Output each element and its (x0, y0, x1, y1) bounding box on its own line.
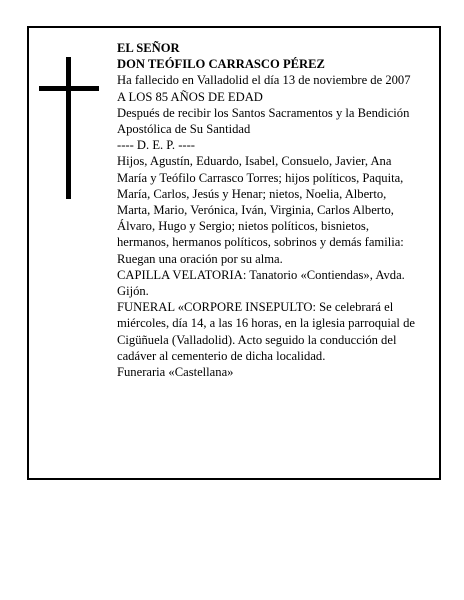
funeral-home: Funeraria «Castellana» (117, 365, 234, 380)
obituary-notice (27, 26, 441, 480)
cross-horizontal-bar (39, 86, 99, 91)
cross-vertical-bar (66, 57, 71, 199)
sacraments-statement: Después de recibir los Santos Sacramentos y la Bendición Apostólica de Su Santidad (117, 105, 410, 137)
obituary-text (117, 40, 422, 380)
death-statement: Ha fallecido en Valladolid el día 13 de noviembre de 2007 (117, 73, 411, 88)
family-list: Hijos, Agustín, Eduardo, Isabel, Consuelo, Javier, Ana María y Teófilo Carrasco Torres; hijos políticos, Paquita, María, Carlos, Jesús y Henar; nietos, Noelia, Alberto, Marta, Mario, Verónica, Iván, Virginia, Carlos Alberto, Álvaro, Hugo y Sergio; nietos políticos, bisnietos, hermanos, hermanos políticos, sobrinos y demás familia: (117, 154, 404, 250)
notice-title: EL SEÑOR (117, 41, 180, 55)
prayer-request: Ruegan una oración por su alma. (117, 251, 283, 266)
chapel-info: CAPILLA VELATORIA: Tanatorio «Contiendas», Avda. Gijón. (117, 267, 405, 299)
cross-icon (39, 57, 101, 199)
funeral-info: FUNERAL «CORPORE INSEPULTO: Se celebrará el miércoles, día 14, a las 16 horas, en la iglesia parroquial de Cigüñuela (Valladolid). Acto seguido la conducción del cadáver al cementerio de dicha localidad. (117, 300, 415, 363)
deceased-name: DON TEÓFILO CARRASCO PÉREZ (117, 57, 325, 72)
age-statement: A LOS 85 AÑOS DE EDAD (117, 89, 263, 104)
rip-line: ---- D. E. P. ---- (117, 138, 195, 153)
